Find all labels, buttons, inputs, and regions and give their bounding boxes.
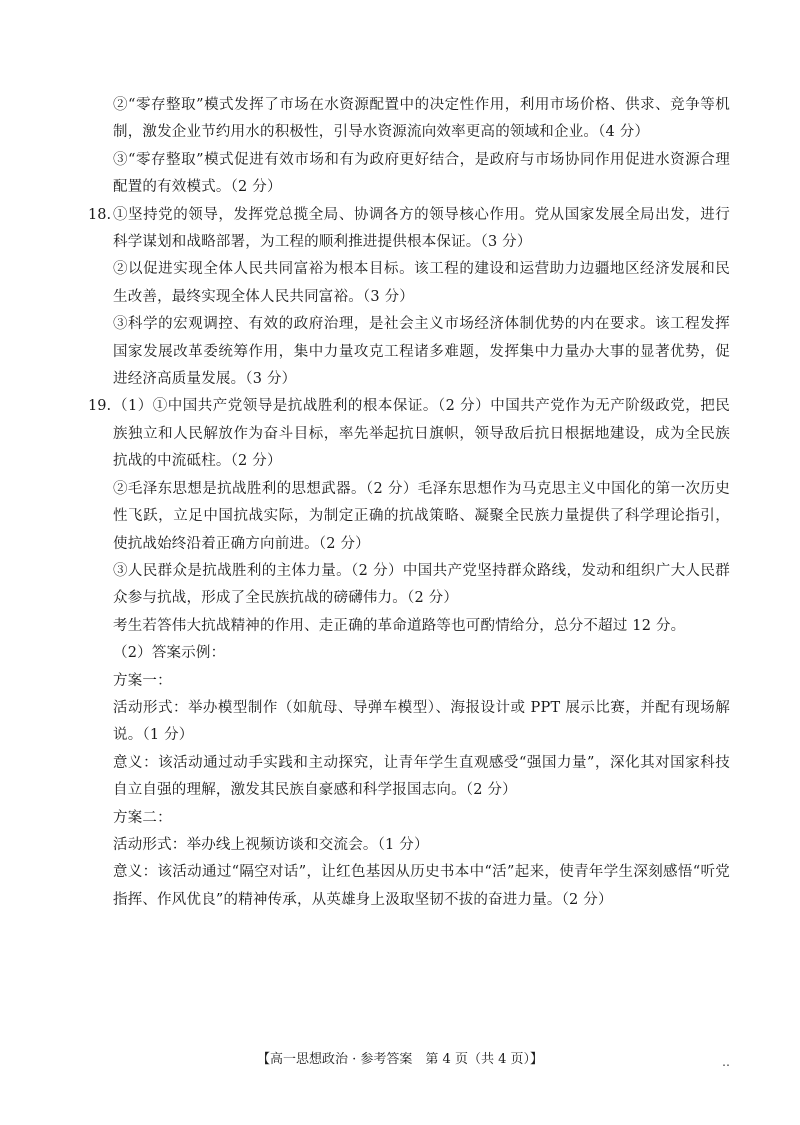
question-number: 19. <box>88 398 112 415</box>
answer-paragraph <box>90 859 730 914</box>
answer-paragraph <box>90 256 730 311</box>
paragraph-text: ②“零存整取”模式发挥了市场在水资源配置中的决定性作用，利用市场价格、供求、竞争等机制，激发企业节约用水的积极性，引导水资源流向效率更高的领域和企业。（4 分） <box>113 97 730 141</box>
paragraph-text: ②毛泽东思想是抗战胜利的思想武器。（2 分）毛泽东思想作为马克思主义中国化的第一次历史性飞跃，立足中国抗战实际，为制定正确的抗战策略、凝聚全民族力量提供了科学理论指引，使抗战始终沿着正确方向前进。（2 分） <box>113 480 730 552</box>
paragraph-text: （1）①中国共产党领导是抗战胜利的根本保证。（2 分）中国共产党作为无产阶级政党，把民族独立和人民解放作为奋斗目标，率先举起抗日旗帜，领导敌后抗日根据地建设，成为全民族抗战的中流砥柱。（2 分） <box>113 398 730 470</box>
answer-paragraph <box>90 750 730 805</box>
paragraph-text: ①坚持党的领导，发挥党总揽全局、协调各方的领导核心作用。党从国家发展全局出发，进行科学谋划和战略部署，为工程的顺利推进提供根本保证。（3 分） <box>113 206 730 251</box>
paragraph-text: ③人民群众是抗战胜利的主体力量。（2 分）中国共产党坚持群众路线，发动和组织广大人民群众参与抗战，形成了全民族抗战的磅礴伟力。（2 分） <box>113 562 730 607</box>
paragraph-text: 考生若答伟大抗战精神的作用、走正确的革命道路等也可酌情给分，总分不超过 12 分。 <box>113 617 686 634</box>
answer-paragraph <box>90 668 730 695</box>
answer-paragraph <box>90 640 730 667</box>
answer-paragraph <box>90 805 730 832</box>
paragraph-text: 活动形式：举办模型制作（如航母、导弹车模型）、海报设计或 PPT 展示比赛，并配有现场解说。（1 分） <box>113 699 730 744</box>
page-footer: 【高一思想政治 · 参考答案 第 4 页（共 4 页）】 <box>257 1052 543 1067</box>
paragraph-text: 意义：该活动通过动手实践和主动探究，让青年学生直观感受“强国力量”，深化其对国家科技自立自强的理解，激发其民族自豪感和科学报国志向。（2 分） <box>113 754 730 799</box>
paragraph-text: 方案一： <box>113 672 172 689</box>
corner-mark: ‥ <box>722 1055 731 1069</box>
paragraph-text: 活动形式：举办线上视频访谈和交流会。（1 分） <box>113 836 429 853</box>
answer-paragraph <box>90 393 730 475</box>
answer-paragraph <box>90 613 730 640</box>
answer-paragraph <box>90 311 730 393</box>
answer-paragraph <box>90 558 730 613</box>
answer-paragraph <box>90 832 730 859</box>
answer-content <box>90 92 730 914</box>
paragraph-text: ③科学的宏观调控、有效的政府治理，是社会主义市场经济体制优势的内在要求。该工程发挥国家发展改革委统筹作用，集中力量攻克工程诸多难题，发挥集中力量办大事的显著优势，促进经济高质量发展。（3 分） <box>113 316 730 388</box>
answer-paragraph <box>90 147 730 202</box>
paragraph-text: 意义：该活动通过“隔空对话”，让红色基因从历史书本中“活”起来，使青年学生深刻感悟“听党指挥、作风优良”的精神传承，从英雄身上汲取坚韧不拔的奋进力量。（2 分） <box>113 864 730 908</box>
answer-paragraph <box>90 92 730 147</box>
paragraph-text: （2）答案示例： <box>113 645 226 662</box>
paragraph-text: 方案二： <box>113 809 172 826</box>
question-number: 18. <box>88 206 112 223</box>
answer-paragraph <box>90 202 730 257</box>
answer-paragraph <box>90 476 730 558</box>
paragraph-text: ②以促进实现全体人民共同富裕为根本目标。该工程的建设和运营助力边疆地区经济发展和民生改善，最终实现全体人民共同富裕。（3 分） <box>113 261 730 305</box>
paragraph-text: ③“零存整取”模式促进有效市场和有为政府更好结合，是政府与市场协同作用促进水资源合理配置的有效模式。（2 分） <box>113 151 730 196</box>
answer-paragraph <box>90 695 730 750</box>
